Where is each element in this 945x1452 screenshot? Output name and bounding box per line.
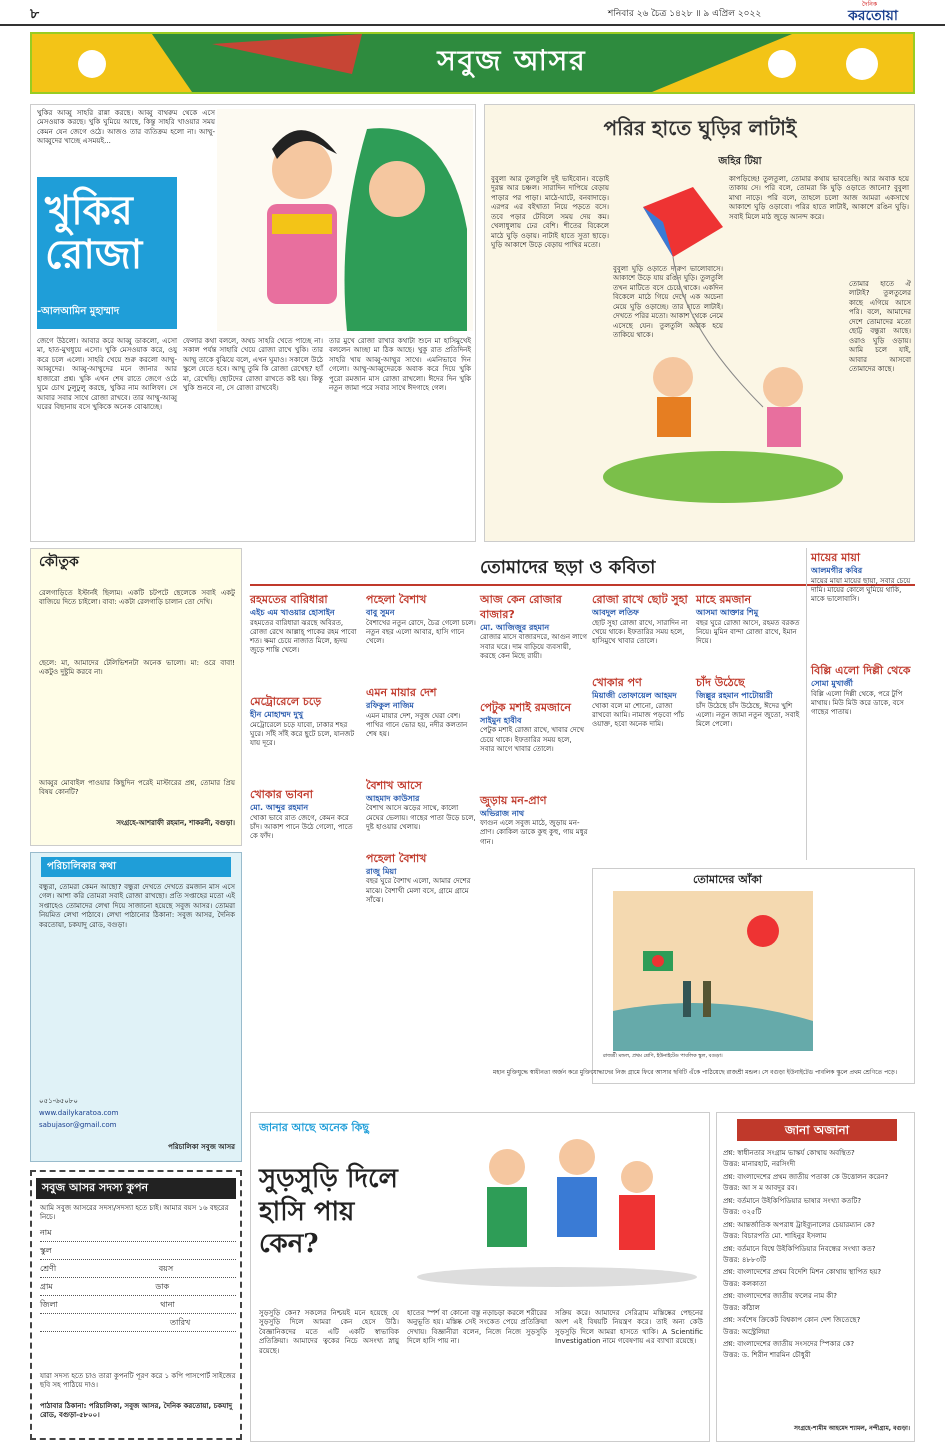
poem-title: পহেলা বৈশাখ <box>366 851 427 865</box>
story-title: খুকির রোজা <box>45 187 143 278</box>
poem-title: এমন মায়ার দেশ <box>366 685 437 699</box>
poem-body: রহমতের বারিধারা ঝরছে অবিরত, রোজা রেখে আল্লাহ্ পাকের রহম পাবো শত। ক্ষমা চেয়ে নাজাত মিলে, হৃদয় জুড়ে শান্তি খেলে। <box>250 618 357 654</box>
newspaper-tag: দৈনিক <box>862 1 878 8</box>
coupon-form <box>40 1228 236 1336</box>
quiz-section <box>716 1112 915 1442</box>
poem-body: রোজার মাসে বাজারদরে, আগুন লাগে সবার ঘরে। দাম বাড়িয়ে ব্যবসায়ী, করছে কেন মিছে রায়ী। <box>480 633 587 660</box>
quiz-question: প্রশ্ন: বাংলাদেশের জাতীয় ফলের নাম কী? <box>723 1292 837 1301</box>
coupon-intro: আমি সবুজ আসরের সদস্য/সদস্যা হতে চাই। আমার বয়স ১৬ বছরের নিচে। <box>40 1204 229 1222</box>
poem-title: খোকার পণ <box>592 675 642 689</box>
field-district[interactable]: জিলা থানা <box>40 1300 236 1314</box>
joke-2: ছেলে: মা, আমাদের টেলিভিশনটা অনেক ভালো। মা: ওরে বাবা! একটুও দুষ্টুমি করবে না। <box>39 659 235 677</box>
coupon-note-1: যারা সদস্য হতে চাও তারা কুপনটি পূরণ করে ১ কপি পাসপোর্ট সাইজের ছবি সহ পাঠিয়ে দাও। <box>40 1372 236 1390</box>
story-body-1: জেগে উঠলো। আবার করে আব্বু ডাকলো, এসো মা, হাত-মুখধুয়ে এসো। খুকি মেসওয়াক করে, ওযু করে চলে এলো। সাহরি খেয়ে শুরু করলো আম্মু-আব্বুদের। আব্বু-আম্মুদের মনে জানার আর হাজারো প্রশ্ন। খুকি এখন শেষ রাতে জেগে ওঠে ঘুমে চোখ ঢুলুঢুলু করছে, খুকির নাম আলিফা। সে আবার সবার সাথে রোজা রাখবে। তার আম্মু-আব্বু ঘরের বিছানায় বসে খুকিকে অনেক বোঝাচ্ছে। <box>37 337 177 412</box>
quiz-answer: উত্তর: মানারহাট, নরসিংদী <box>723 1160 796 1169</box>
poem-title: চাঁদ উঠেছে <box>696 675 745 689</box>
quiz-answer: উত্তর: ড. শিরীন শারমিন চৌধুরী <box>723 1351 811 1360</box>
poem-title: মায়ের মায়া <box>811 551 861 564</box>
poem-author: আহমাদ কাউসার <box>366 793 420 803</box>
pori-col-3: কাপড়িচ্ছে! তুলতুলা, তোমার কথায় ভাবতেছি। আর অবাক হয়ে তাকায় সে। পরি বলে, তোমরা কি ঘুড়ি ওড়াতে জানো? বুবুলা মাথা নাড়ে। পরি বলে, তাহলে চলো আজ আমরা একসাথে আকাশে ঘুড়ি ওড়াবো। পরির হাতে লাটাই, আকাশে রঙিন ঘুড়ি। সবাই মিলে মাঠ জুড়ে আনন্দ করে। <box>729 175 909 221</box>
poem-author: আলমগীর কবির <box>811 565 863 575</box>
pori-col-2: বুবুলা ঘুড়ি ওড়াতে দারুণ ভালোবাসে। আকাশে উড়ে যায় রঙিন ঘুড়ি। তুলতুলি তখন মাটিতে বসে চেয়ে থাকে। একদিন বিকেলে মাঠে গিয়ে দেখে এক অচেনা মেয়ে ঘুড়ি ওড়াচ্ছে। তার হাতে লাটাই। দেখতে পরির মতো। আকাশ থেকে নেমে এসেছে যেন। তুলতুলি অবাক হয়ে তাকিয়ে থাকে। <box>613 265 723 340</box>
poem-title: রহমতের বারিধারা <box>250 593 328 606</box>
poem-body: বৈশাখ আসে ঝড়ের সাথে, কালো মেঘের ভেলায়। গাছের পাতা উড়ে চলে, দুষ্ট হাওয়ার খেলায়। <box>366 804 476 831</box>
drawing-caption: মহান মুক্তিযুদ্ধে স্বাধীনতা অর্জন করে মুক্তিযোদ্ধাদের নিজ গ্রামে ফিরে আসার ছবিটি এঁকে পাঠিয়েছে রাজশ্রী মন্ডল। সে বগুড়া ইউনাইটেড পাবলিক স্কুলে প্রথম শ্রেণিতে পড়ে। <box>493 1069 897 1076</box>
quiz-question: প্রশ্ন: বর্তমানে উইকিপিডিয়ার ভাষার সংখ্যা কতটি? <box>723 1196 862 1205</box>
drawing-artwork <box>613 891 813 1051</box>
poem-title: বিল্লি এলো দিল্লী থেকে <box>811 663 911 677</box>
poem-author: আসমা আক্তার শিমু <box>696 607 759 617</box>
poem-body: খোকা বলে মা শোনো, রোজা রাখবো আমি। নামাজ পড়বো পাঁচ ওয়াক্ত, হবো অনেক দামি। <box>592 701 685 728</box>
quiz-list <box>723 1149 910 1364</box>
koutuk-title: কৌতুক <box>39 554 79 570</box>
porichalika-phone: ০৫১-৬৫০৮০ <box>39 1097 78 1105</box>
field-class[interactable]: শ্রেণী বয়স <box>40 1264 236 1278</box>
story-body-3: তার মুখে রোজা রাখার কথাটা শুনে মা হাসিমুখেই বললেন আচ্ছা মা ঠিক আছে। খুকু রাত প্রতিদিনই সাহরি খায় আব্বু-আম্মুর সাথে। এমনিভাবে দিন গেলো। আম্মু-আব্বুদেরকে অবাক করে দিয়ে খুকি পুরো রমজান মাস রোজা রাখলো। ঈদের দিন খুকি নতুন জামা পরে সবার সাথে ঈদগাহে গেল। <box>329 337 471 393</box>
field-name[interactable]: নাম <box>40 1228 236 1242</box>
drawing-title: তোমাদের আঁকা <box>693 873 763 886</box>
poem-author: মিয়াজী তোফায়েল আহমদ <box>592 690 677 700</box>
field-date[interactable]: তারিখ <box>40 1318 236 1332</box>
poem-title: পেটুক মশাই রমজানে <box>480 700 571 714</box>
joke-3: আব্বুর মোবাইল পাওয়ার কিছুদিন পরেই মাস্টারের প্রশ্ন, তোমার প্রিয় বিষয় কোনটি? <box>39 779 235 797</box>
janar-col-2: হাতের স্পর্শ বা কোনো বস্তু নড়াচড়া করলে শরীরের অনুভূতি হয়। মস্তিষ্ক সেই সংকেত পেয়ে প্রতিক্রিয়া দেখায়। বিজ্ঞানীরা বলেন, নিজে নিজে সুড়সুড়ি দিলে হাসি পায় না। <box>407 1309 547 1346</box>
poem-author: মো. আব্দুর রহমান <box>250 802 309 812</box>
story-intro: খুকির আব্বু সাহরি রান্না করছে। আব্বু বাথরুম থেকে এসে মেসওয়াক করছে। খুকি ঘুমিয়ে আছে, কিন্তু সাহরি খাওয়ার সময় কেমন যেন জেগে ওঠে। আজও তার ব্যতিক্রম হলো না। আম্মু-আব্বুদের খাচ্ছে এসময়ই... <box>37 109 215 146</box>
quiz-question: প্রশ্ন: বাংলাদেশের জাতীয় সংসদের স্পিকার কে? <box>723 1340 855 1348</box>
poem-title: আজ কেন রোজার বাজার? <box>480 593 562 621</box>
poem-title: খোকার ভাবনা <box>250 787 313 801</box>
coupon-title: সবুজ আসর সদস্য কুপন <box>36 1178 236 1199</box>
quiz-question: প্রশ্ন: বাংলাদেশের প্রথম বিদেশি মিশন কোথায় স্থাপিত হয়? <box>723 1268 882 1277</box>
poem-body: পেটুক মশাই রোজা রাখে, খাবার দেখে চেয়ে থাকে। ইফতারির সময় হলে, সবার আগে খাবার তোলে। <box>480 726 584 753</box>
janar-col-3: সক্রিয় করে। আমাদের সেরিব্রাম মস্তিষ্কের পেছনের অংশ এই বিষয়টি নিয়ন্ত্রণ করে। তাই অন্য কেউ সুড়সুড়ি দিলে আমরা হাসতে থাকি। A Scientific Investigation নামে গবেষণায় এর ব্যাখ্যা রয়েছে। <box>555 1309 703 1346</box>
story-pori <box>484 104 915 542</box>
section-banner <box>30 32 915 94</box>
poem-body: এমন মায়ার দেশ, সবুজ ঘেরা বেশ। পাখির গানে ভোর হয়, নদীর কলতান শেষ হয়। <box>366 711 468 738</box>
poem-body: বছর ঘুরে বৈশাখ এলো, আমার দেশের মাঝে। বৈশাখী মেলা বসে, গ্রামে গ্রামে সাঁঝে। <box>366 877 471 904</box>
quiz-answer: উত্তর: অস্ট্রেলিয়া <box>723 1327 770 1336</box>
joke-1: রেলগাড়িতে ইস্টার্নই ছিলাম। একটি চটপটে ছেলেকে সবাই একটু বাজিয়ে দিতে চাইলো। বাবা: একটা রেলগাড়ি চালান তো দেখি। <box>39 589 235 607</box>
quiz-question: প্রশ্ন: বর্তমানে বিশ্বে উইকিপিডিয়ার নিবন্ধের সংখ্যা কত? <box>723 1244 876 1253</box>
poem-col-1 <box>250 590 362 1060</box>
poem-col-4 <box>592 590 692 860</box>
porichalika-body: বন্ধুরা, তোমরা কেমন আছো? বন্ধুরা দেখতে দেখতে রমজান মাস এসে গেল। আশা করি তোমরা সবাই রোজা রাখছো। প্রতি সপ্তাহের মতো এই সপ্তাহেও তোমাদের লেখা দিয়ে সাজানো হয়েছে সবুজ আসর। তোমরা নিয়মিত লেখা পাঠাবে। লেখা পাঠানোর ঠিকানা: সবুজ আসর, দৈনিক করতোয়া, চকযাদু রোড, বগুড়া। <box>39 883 235 929</box>
janar-section <box>250 1112 710 1442</box>
poem-body: ছোট সুহা রোজা রাখে, সারাদিন না খেয়ে থাকে। ইফতারির সময় হলে, হাসিমুখে খাবার তোলে। <box>592 618 688 645</box>
porichalika-email[interactable]: sabujasor@gmail.com <box>39 1121 117 1129</box>
poem-author: বাবু সুমন <box>366 607 395 617</box>
poem-body: বছর ঘুরে রোজা আসে, রহমত বরকত নিয়ে। মুমিন বান্দা রোজা রাখে, ইমান দিয়ে। <box>696 618 800 645</box>
header-date: শনিবার ২৬ চৈত্র ১৪২৮ ॥ ৯ এপ্রিল ২০২২ <box>608 9 762 19</box>
pori-col-4: তোমার হাতে ঐ লাটাই? তুলতুলের কাছে এগিয়ে আসে পরি। বলে, আমাদের দেশে তোমাদের মতো ছোট্ট বন্ধুরা আছে। ওরাও ঘুড়ি ওড়ায়। আমি চলে যাই, আবার আসবো তোমাদের কাছে। <box>849 280 911 373</box>
field-school[interactable]: স্কুল <box>40 1246 236 1260</box>
kite-children-illustration <box>613 177 849 497</box>
poem-author: আবদুল লতিফ <box>592 607 639 617</box>
poem-body: ফাগুন এলে সবুজ মাঠে, জুড়ায় মন-প্রাণ। কোকিল ডাকে কুহু কুহু, গায় মধুর গান। <box>480 819 588 846</box>
coupon-section <box>30 1170 242 1440</box>
poem-author: অভিরাজ নাথ <box>480 808 525 818</box>
tickle-illustration <box>407 1117 703 1287</box>
porichalika-web[interactable]: www.dailykaratoa.com <box>39 1109 119 1117</box>
poem-body: বৈশাখের নতুন রোদে, চৈত্র গেলো চলে। নতুন বছর এলো আবার, হাসি গানে খেলে। <box>366 618 476 645</box>
pori-col-1: বুবুলা আর তুলতুলি দুই ভাইবোন। বড়োই দুরন্ত আর চঞ্চল। সারাদিন দাপিয়ে বেড়ায় পাড়ার পর পাড়া। মাঠে-ঘাটে, বনবাদাড়ে। এরপর এর বইখাতা নিয়ে পড়তে বসে। তবে পড়ার টেবিলে সময় দেয় কম। খেলাধুলায় ঢের বেশি। শীতের বিকেলে মাঠে ঘুড়ি ওড়ায়। নাটাই হাতে সুতা ছাড়ে। ঘুড়ি আকাশে উড়ে বেড়ায় পাখির মতো। <box>491 175 609 250</box>
banner-title: সবুজ আসর <box>437 44 587 77</box>
quiz-answer: উত্তর: ৪৮৮৩টি <box>723 1255 766 1264</box>
quiz-question: প্রশ্ন: আন্তর্জাতিক অপরাধ ট্রাইব্যুনালের চেয়ারম্যান কে? <box>723 1220 876 1229</box>
poems-title: তোমাদের ছড়া ও কবিতা <box>480 557 656 578</box>
quiz-answer: উত্তর: ৩২৫টি <box>723 1208 762 1217</box>
janar-kicker: জানার আছে অনেক কিছু <box>259 1121 369 1134</box>
story-body-2: ফেলার কথা বললে, অথচ সাহরি খেতে পাচ্ছে না। সকাল পর্যন্ত সাহারি খেয়ে রোজা রাখে খুকি। তার আম্মু তাকে বুঝিয়ে বলে, এখন ঘুমাও। সকালে উঠে স্কুলে যেতে হবে। আম্মু তুমি কি রোজা রেখেছ? হ্যাঁ মা, রেখেছি। ছোটদের রোজা রাখতে কষ্ট হয়। কিন্তু খুকি শুনবে না, সে রোজা রাখবেই। <box>183 337 323 393</box>
poem-title: জুড়ায় মন-প্রাণ <box>480 793 547 807</box>
newspaper-logo: করতোয়া <box>848 8 898 24</box>
poem-title: বৈশাখ আসে <box>366 778 422 792</box>
poem-col-5 <box>696 590 800 860</box>
poem-author: সাইমুন হাবীব <box>480 715 522 725</box>
pori-title: পরির হাতে ঘুড়ির লাটাই <box>603 116 797 140</box>
quiz-credit: সংগ্রহে-শামীম আহমেদ শ্যামল, নন্দীগ্রাম, বগুড়া। <box>793 1425 910 1432</box>
poem-col-3 <box>480 590 588 1060</box>
poem-author: রাজু মিয়া <box>366 866 397 876</box>
poem-author: এইচ এম খাওয়ার হোসাইন <box>250 607 335 617</box>
koutuk-section <box>30 548 242 846</box>
janar-title: সুড়সুড়ি দিলে হাসি পায় কেন? <box>259 1164 398 1259</box>
poem-title: মাহে রমজান <box>696 593 752 606</box>
quiz-answer: উত্তর: বিচারপতি মো. শাহিনুর ইসলাম <box>723 1232 827 1241</box>
poem-author: জিল্লুর রহমান পাটোয়ারী <box>696 690 773 700</box>
porichalika-sign: পরিচালিকা সবুজ আসর <box>168 1143 235 1151</box>
page-header <box>0 0 945 26</box>
page-number: ৮ <box>30 6 40 22</box>
story-khukir-roja <box>30 104 476 542</box>
poem-body: বিল্লি এলো দিল্লী থেকে, পরে টুপি মাথায়। মিউ মিউ করে ডাকে, বসে গাছের পাতায়। <box>811 689 904 716</box>
porichalika-title: পরিচালিকার কথা <box>41 857 231 877</box>
poem-author: রফিকুল নাজিম <box>366 700 414 710</box>
poem-body: চাঁদ উঠেছে চাঁদ উঠেছে, ঈদের খুশি এলো। নতুন জামা নতুন জুতো, সবাই মিলে পেলো। <box>696 701 800 728</box>
drawing-section <box>493 868 915 1084</box>
poem-title: রোজা রাখে ছোট সুহা <box>592 593 688 606</box>
quiz-question: প্রশ্ন: সর্বশেষ ক্রিকেট বিশ্বকাপ কোন দেশ জিতেছে? <box>723 1316 861 1325</box>
porichalika-section <box>30 852 242 1162</box>
poem-author: সোমা মুখার্জী <box>811 678 853 688</box>
quiz-question: প্রশ্ন: স্বাধীনতার সংগ্রাম ভাস্কর্য কোথায় অবস্থিত? <box>723 1149 855 1157</box>
janar-col-1: সুড়সুড়ি কেন? সকলের নিশ্চয়ই মনে হয়েছে যে সুড়সুড়ি দিলে আমরা কেন হেসে উঠি। বৈজ্ঞানিকদের মতে এটি একটি স্বাভাবিক প্রতিক্রিয়া। আমাদের ত্বকের নিচে অসংখ্য স্নায়ু রয়েছে। <box>259 1309 399 1355</box>
poem-body: খোকা ভাবে রাত জেগে, কেমন করে চাঁদ। আকাশ পানে উঠে গেলো, পাতে কে ফাঁদ। <box>250 813 353 840</box>
koutuk-credit: সংগ্রহে-আশরাফী রহমান, শাকরনী, বগুড়া। <box>116 819 235 827</box>
pori-author: জহির টিয়া <box>718 156 762 167</box>
quiz-answer: উত্তর: আ স ম আবদুর রব। <box>723 1184 798 1193</box>
drawing-signature: রাজশ্রী মন্ডল, প্রথম শ্রেণি, ইউনাইটেড পাবলিক স্কুল, বগুড়া। <box>603 1053 723 1059</box>
poem-body: মেট্রোরেলে চড়ে যাবো, ঢাকার শহর ঘুরে। সাঁই সাঁই করে ছুটে চলে, যানজট যায় দূরে। <box>250 720 355 747</box>
poem-title: পহেলা বৈশাখ <box>366 593 427 606</box>
poem-title: মেট্রোরেলে চড়ে <box>250 695 322 709</box>
quiz-answer: উত্তর: কলকাতা <box>723 1279 767 1288</box>
poem-body: মায়ের মায়া মায়ের ছায়া, সবার চেয়ে দামি। মায়ের কোলে ঘুমিয়ে থাকি, মাকে ভালোবাসি। <box>811 576 911 603</box>
poem-author: হীন মোহাম্মদ দুখু <box>250 709 303 719</box>
quiz-title: জানা অজানা <box>737 1119 897 1141</box>
quiz-answer: উত্তর: কাঁঠাল <box>723 1303 760 1312</box>
field-village[interactable]: গ্রাম ডাক <box>40 1282 236 1296</box>
story-author: -আলআমিন মুহাম্মাদ <box>37 306 120 317</box>
mother-child-illustration <box>217 109 473 331</box>
coupon-note-2: পাঠাবার ঠিকানা: পরিচালিকা, সবুজ আসর, দৈনিক করতোয়া, চকযাদু রোড, বগুড়া-৫৮০০। <box>40 1402 233 1420</box>
quiz-question: প্রশ্ন: বাংলাদেশের প্রথম জাতীয় পতাকা কে উত্তোলন করেন? <box>723 1172 889 1181</box>
poem-author: মো. আজিজুর রহমান <box>480 622 550 632</box>
poem-col-6 <box>806 548 915 860</box>
poem-col-2 <box>366 590 476 1060</box>
